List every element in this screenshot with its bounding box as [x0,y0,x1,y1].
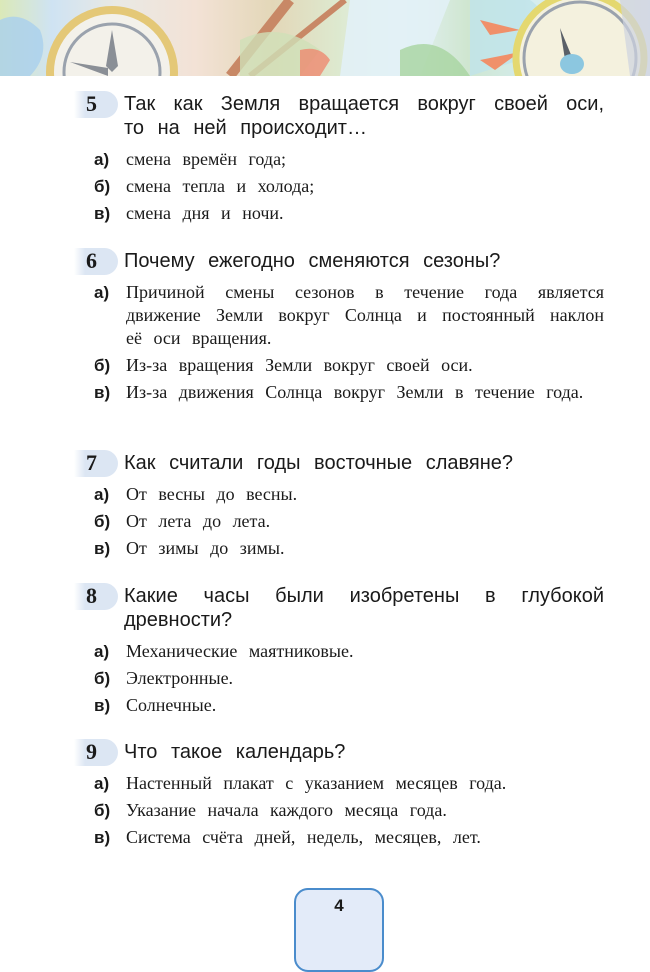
question-text: Как считали годы восточные славяне? [124,452,514,474]
answer-option: в) Из-за движения Солнца вокруг Земли в течение года. [94,382,584,402]
answer-option: а) От весны до весны. [94,484,298,504]
question-8 [74,584,604,721]
compass-map-illustration [0,0,650,76]
question-text: Так как Земля вращается вокруг своей оси, то на ней происходит… [124,93,604,139]
question-number-badge: 9 [74,739,118,766]
answer-option: в) смена дня и ночи. [94,203,284,223]
answer-option: а) смена времён года; [94,149,287,169]
answer-option: в) От зимы до зимы. [94,538,285,558]
answer-option: а) Настенный плакат с указанием месяцев года. [94,773,507,793]
answer-option: б) Указание начала каждого месяца года. [94,800,447,820]
answer-option: б) Электронные. [94,668,234,688]
answer-option: в) Система счёта дней, недель, месяцев, лет. [94,827,481,847]
question-number-badge: 8 [74,583,118,610]
answer-option: б) От лета до лета. [94,511,271,531]
question-number-badge: 5 [74,91,118,118]
question-5 [74,92,604,229]
answer-option: а) Механические маятниковые. [94,641,354,661]
question-number-badge: 6 [74,248,118,275]
page-number: 4 [334,896,344,915]
answer-option: б) Из-за вращения Земли вокруг своей оси. [94,355,473,375]
answer-option: в) Солнечные. [94,695,217,715]
question-text: Какие часы были изобретены в глубокой древности? [124,585,604,631]
question-text: Почему ежегодно сменяются сезоны? [124,250,501,272]
decorative-banner [0,0,650,76]
question-number-badge: 7 [74,450,118,477]
question-text: Что такое календарь? [124,741,346,763]
question-6 [74,249,604,408]
question-7 [74,451,604,564]
question-9 [74,740,604,853]
answer-option: б) смена тепла и холода; [94,176,315,196]
answer-option: а) Причиной смены сезонов в течение года является движение Земли вокруг Солнца и постоянный наклон её оси вращения. [94,282,604,348]
page-number-tab [294,888,384,972]
